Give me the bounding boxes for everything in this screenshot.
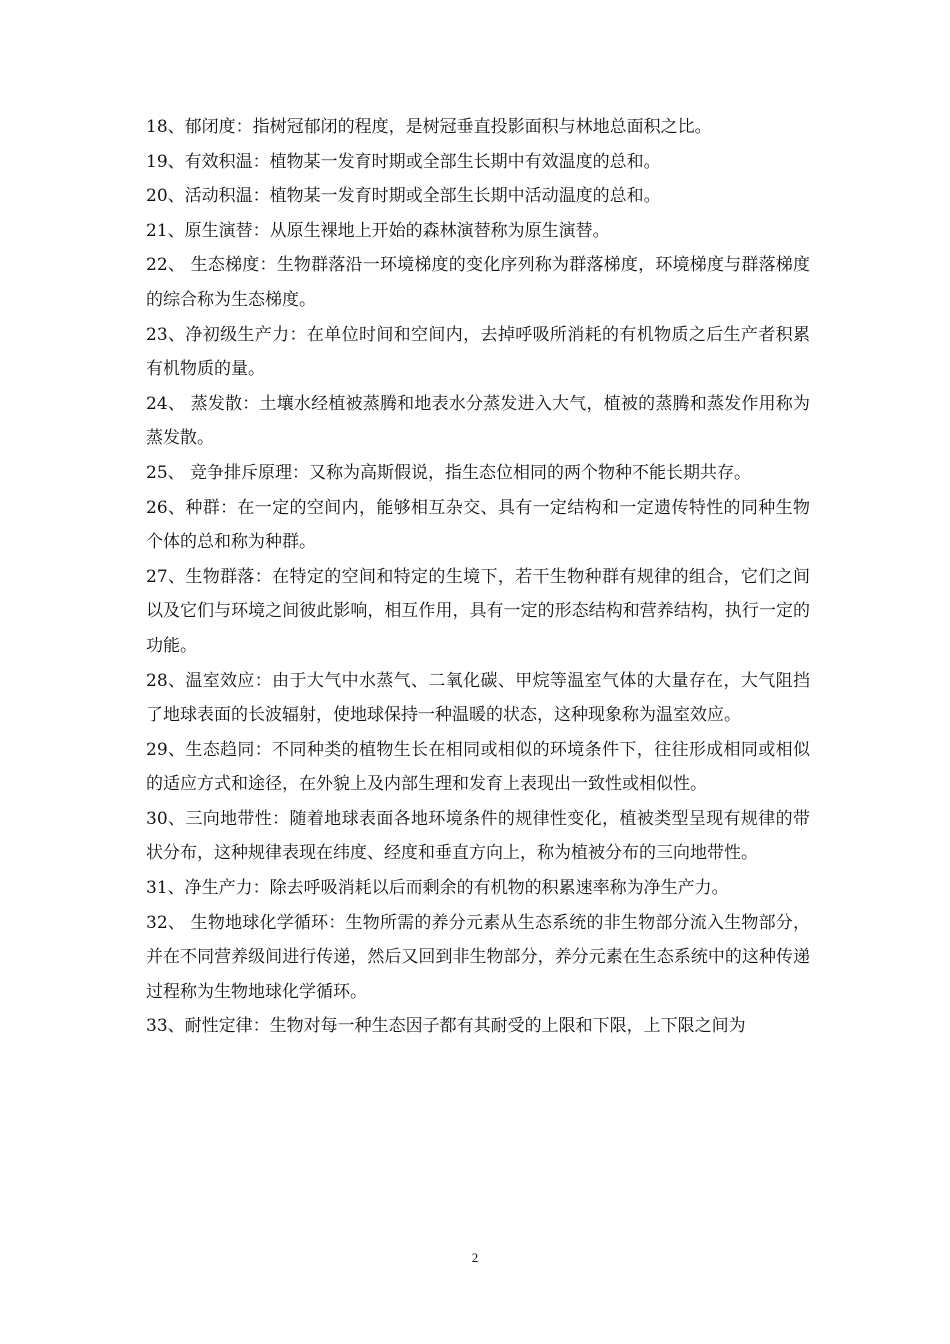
glossary-entry-19: 19、有效积温：植物某一发育时期或全部生长期中有效温度的总和。 <box>146 151 661 172</box>
glossary-entry-21: 21、原生演替：从原生裸地上开始的森林演替称为原生演替。 <box>146 220 610 241</box>
glossary-entry-33: 33、耐性定律：生物对每一种生态因子都有其耐受的上限和下限，上下限之间为 <box>146 1016 746 1037</box>
glossary-entry-22: 22、 生态梯度：生物群落沿一环境梯度的变化序列称为群落梯度，环境梯度与群落梯度的综合称为生态梯度。 <box>146 255 810 310</box>
glossary-entry-32: 32、 生物地球化学循环：生物所需的养分元素从生态系统的非生物部分流入生物部分，并在不同营养级间进行传递，然后又回到非生物部分，养分元素在生态系统中的这种传递过程称为生物地球化学循环。 <box>146 912 810 1002</box>
glossary-list <box>146 110 810 1044</box>
glossary-entry-29: 29、生态趋同：不同种类的植物生长在相同或相似的环境条件下，往往形成相同或相似的适应方式和途径，在外貌上及内部生理和发育上表现出一致性或相似性。 <box>146 739 810 795</box>
glossary-entry-24: 24、 蒸发散：土壤水经植被蒸腾和地表水分蒸发进入大气，植被的蒸腾和蒸发作用称为蒸发散。 <box>146 393 810 449</box>
glossary-entry-30: 30、三向地带性：随着地球表面各地环境条件的规律性变化，植被类型呈现有规律的带状分布，这种规律表现在纬度、经度和垂直方向上，称为植被分布的三向地带性。 <box>146 808 810 864</box>
glossary-entry-27: 27、生物群落：在特定的空间和特定的生境下，若干生物种群有规律的组合，它们之间以及它们与环境之间彼此影响，相互作用，具有一定的形态结构和营养结构，执行一定的功能。 <box>146 566 810 656</box>
glossary-entry-20: 20、活动积温：植物某一发育时期或全部生长期中活动温度的总和。 <box>146 186 661 207</box>
glossary-entry-31: 31、净生产力：除去呼吸消耗以后而剩余的有机物的积累速率称为净生产力。 <box>146 878 729 899</box>
glossary-entry-23: 23、净初级生产力：在单位时间和空间内，去掉呼吸所消耗的有机物质之后生产者积累有机物质的量。 <box>146 324 810 380</box>
glossary-entry-25: 25、 竞争排斥原理：又称为高斯假说，指生态位相同的两个物种不能长期共存。 <box>146 462 752 483</box>
glossary-entry-28: 28、温室效应：由于大气中水蒸气、二氧化碳、甲烷等温室气体的大量存在，大气阻挡了地球表面的长波辐射，使地球保持一种温暖的状态，这种现象称为温室效应。 <box>146 670 810 726</box>
page-number: 2 <box>471 1250 479 1265</box>
glossary-entry-18: 18、郁闭度：指树冠郁闭的程度，是树冠垂直投影面积与林地总面积之比。 <box>146 117 712 137</box>
glossary-entry-26: 26、种群：在一定的空间内，能够相互杂交、具有一定结构和一定遗传特性的同种生物个体的总和称为种群。 <box>146 497 810 553</box>
